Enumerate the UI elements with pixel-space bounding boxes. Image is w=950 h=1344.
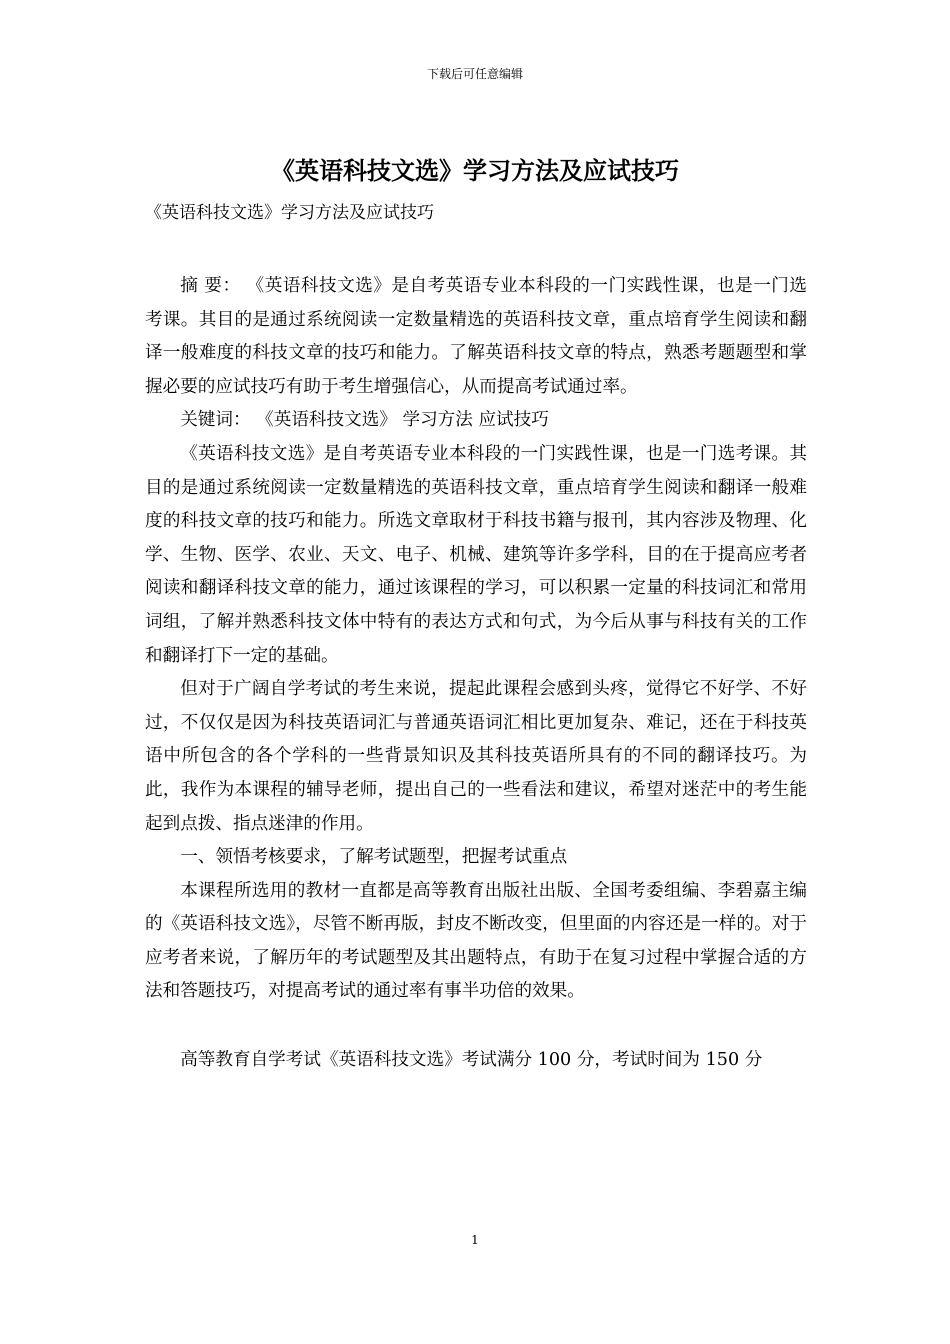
keywords-paragraph: 关键词： 《英语科技文选》 学习方法 应试技巧 — [180, 410, 549, 431]
abstract-paragraph: 摘 要： 《英语科技文选》是自考英语专业本科段的一门实践性课，也是一门选考课。其目的是通过系统阅读一定数量精选的英语科技文章，重点培育学生阅读和翻译一般难度的科技文章的技巧和能力。了解英语科技文章的特点，熟悉考题题型和掌握必要的应试技巧有助于考生增强信心，从而提高考试通过率。 — [145, 276, 807, 397]
document-subtitle: 《英语科技文选》学习方法及应试技巧 — [145, 203, 434, 223]
document-body — [145, 270, 807, 1078]
section-heading: 一、领悟考核要求，了解考试题型，把握考试重点 — [180, 847, 568, 868]
document-title: 《英语科技文选》学习方法及应试技巧 — [271, 156, 679, 185]
body-paragraph: 《英语科技文选》是自考英语专业本科段的一门实践性课，也是一门选考课。其目的是通过系统阅读一定数量精选的英语科技文章，重点培育学生阅读和翻译一般难度的科技文章的技巧和能力。所选文章取材于科技书籍与报刊，其内容涉及物理、化学、生物、医学、农业、天文、电子、机械、建筑等许多学科，目的在于提高应考者阅读和翻译科技文章的能力，通过该课程的学习，可以积累一定量的科技词汇和常用词组，了解并熟悉科技文体中特有的表达方式和句式，为今后从事与科技有关的工作和翻译打下一定的基础。 — [145, 443, 807, 666]
header-note: 下载后可任意编辑 — [426, 67, 523, 81]
page-number: 1 — [471, 1233, 479, 1247]
body-paragraph: 但对于广阔自学考试的考生来说，提起此课程会感到头疼，觉得它不好学、不好过，不仅仅是因为科技英语词汇与普通英语词汇相比更加复杂、难记，还在于科技英语中所包含的各个学科的一些背景知识及其科技英语所具有的不同的翻译技巧。为此，我作为本课程的辅导老师，提出自己的一些看法和建议，希望对迷茫中的考生能起到点拨、指点迷津的作用。 — [145, 679, 807, 834]
body-paragraph: 本课程所选用的教材一直都是高等教育出版社出版、全国考委组编、李碧嘉主编的《英语科技文选》，尽管不断再版，封皮不断改变，但里面的内容还是一样的。对于应考者来说，了解历年的考试题型及其出题特点，有助于在复习过程中掌握合适的方法和答题技巧，对提高考试的通过率有事半功倍的效果。 — [145, 880, 807, 1002]
body-paragraph: 高等教育自学考试《英语科技文选》考试满分 100 分，考试时间为 150 分 — [180, 1050, 763, 1071]
